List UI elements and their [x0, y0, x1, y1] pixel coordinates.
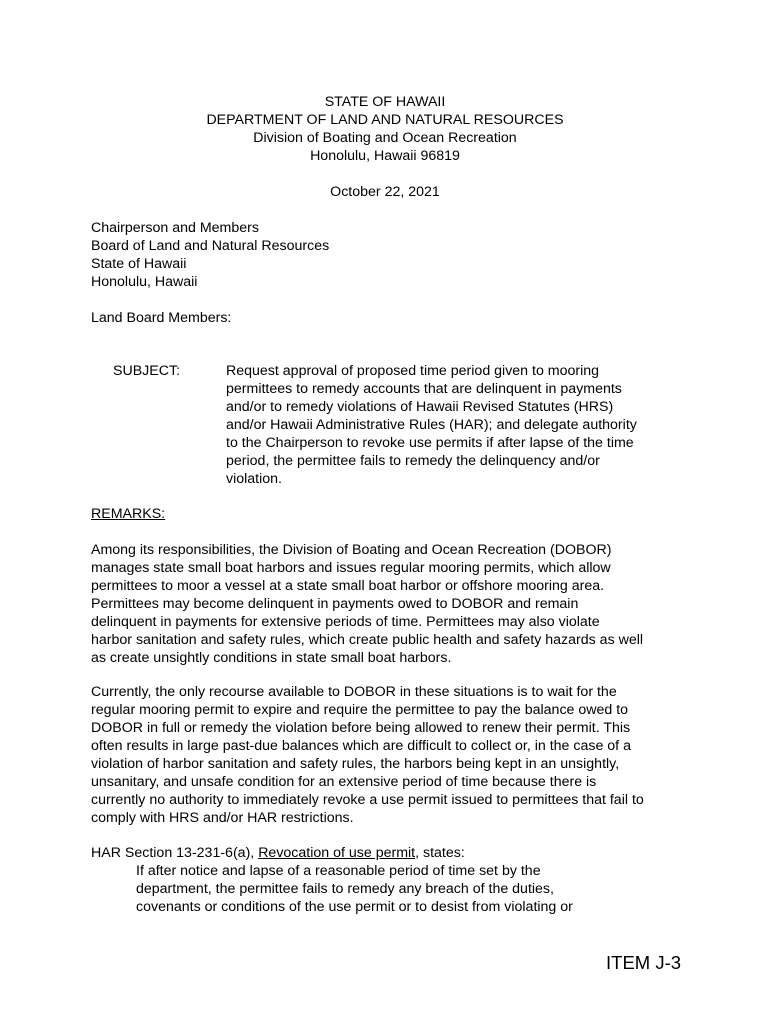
paragraph-line: often results in large past-due balances which are difficult to collect or, in the case of a — [91, 738, 631, 754]
har-intro-suffix: , states: — [415, 845, 465, 861]
subject-line: to the Chairperson to revoke use permits if after lapse of the time — [226, 435, 634, 451]
letterhead-department: DEPARTMENT OF LAND AND NATURAL RESOURCES — [206, 112, 564, 128]
paragraph-line: delinquent in payments for extensive periods of time. Permittees may also violate — [91, 614, 600, 630]
subject-line: permittees to remedy accounts that are delinquent in payments — [226, 381, 622, 397]
paragraph-line: violation of harbor sanitation and safety rules, the harbors being kept in an unsightly, — [91, 756, 620, 772]
paragraph-line: manages state small boat harbors and issues regular mooring permits, which allow — [91, 560, 611, 576]
subject-text — [226, 362, 686, 488]
quote-line: covenants or conditions of the use permit or to desist from violating or — [136, 899, 573, 915]
paragraph-line: regular mooring permit to expire and require the permittee to pay the balance owed to — [91, 702, 629, 718]
remarks-heading: REMARKS: — [91, 506, 166, 522]
remarks-paragraph-2 — [91, 683, 644, 827]
quote-line: department, the permittee fails to remedy any breach of the duties, — [136, 881, 554, 897]
letterhead — [0, 93, 770, 165]
subject-line: and/or Hawaii Administrative Rules (HAR); and delegate authority — [226, 417, 637, 433]
paragraph-line: DOBOR in full or remedy the violation before being allowed to renew their permit. This — [91, 720, 631, 736]
har-quote — [136, 862, 573, 916]
har-intro-prefix: HAR Section 13-231-6(a), — [91, 845, 259, 861]
paragraph-line: comply with HRS and/or HAR restrictions. — [91, 810, 354, 826]
remarks-paragraph-1 — [91, 541, 643, 667]
har-section-intro — [91, 844, 465, 862]
har-section-title: Revocation of use permit — [258, 845, 416, 861]
subject-line: period, the permittee fails to remedy the delinquency and/or — [226, 453, 600, 469]
letterhead-address: Honolulu, Hawaii 96819 — [310, 148, 460, 164]
addressee-line: Board of Land and Natural Resources — [91, 238, 330, 254]
paragraph-line: Currently, the only recourse available to DOBOR in these situations is to wait for the — [91, 684, 617, 700]
paragraph-line: unsanitary, and unsafe condition for an extensive period of time because there is — [91, 774, 597, 790]
subject-line: Request approval of proposed time period given to mooring — [226, 363, 600, 379]
addressee-line: Chairperson and Members — [91, 220, 259, 236]
letterhead-division: Division of Boating and Ocean Recreation — [253, 130, 517, 146]
paragraph-line: Among its responsibilities, the Division of Boating and Ocean Recreation (DOBOR) — [91, 542, 612, 558]
addressee-block — [91, 219, 329, 291]
paragraph-line: as create unsightly conditions in state small boat harbors. — [91, 650, 452, 666]
paragraph-line: permittees to moor a vessel at a state small boat harbor or offshore mooring area. — [91, 578, 605, 594]
quote-line: If after notice and lapse of a reasonable period of time set by the — [136, 863, 541, 879]
subject-line: and/or to remedy violations of Hawaii Revised Statutes (HRS) — [226, 399, 614, 415]
salutation: Land Board Members: — [91, 310, 232, 326]
document-date: October 22, 2021 — [330, 184, 440, 200]
paragraph-line: currently no authority to immediately revoke a use permit issued to permittees that fail to — [91, 792, 644, 808]
letterhead-state: STATE OF HAWAII — [324, 94, 446, 110]
addressee-line: State of Hawaii — [91, 256, 187, 272]
paragraph-line: harbor sanitation and safety rules, which create public health and safety hazards as well — [91, 632, 644, 648]
subject-line: violation. — [226, 471, 282, 487]
subject-label: SUBJECT: — [113, 363, 181, 379]
item-label: ITEM J-3 — [606, 952, 682, 973]
addressee-line: Honolulu, Hawaii — [91, 274, 198, 290]
paragraph-line: Permittees may become delinquent in payments owed to DOBOR and remain — [91, 596, 579, 612]
